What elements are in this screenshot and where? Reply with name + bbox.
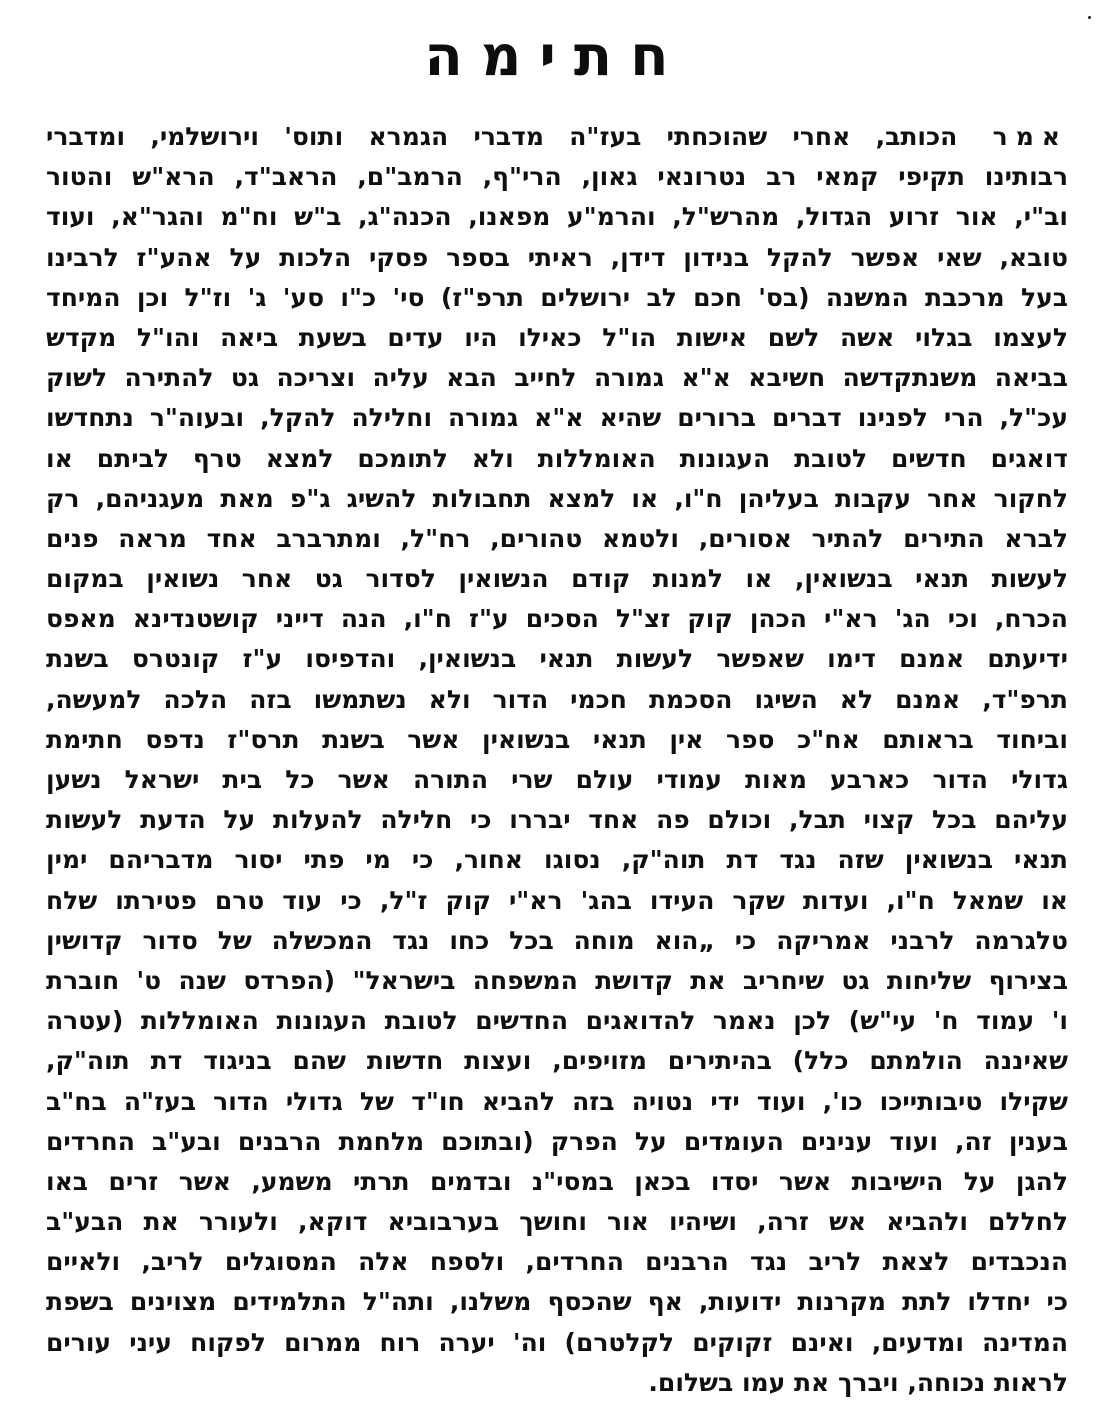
text-line bbox=[46, 1162, 1068, 1202]
text-line-content: לעצמו בגלוי אשה לשם אישות הו"ל כאילו היו עדים בשעת ביאה והו"ל מקדש bbox=[46, 322, 1068, 352]
text-line-content: דואגים חדשים לטובת העגונות האומללות ולא לתומכם למצא טרף לביתם או bbox=[46, 443, 1068, 473]
text-line bbox=[46, 1082, 1068, 1122]
text-line-content: תנאי בנשואין שזה נגד דת תוה"ק, נסוגו אחור, כי מי פתי יסור מדבריהם ימין bbox=[46, 845, 1068, 875]
text-line-content: בביאה משנתקדשה חשיבא א"א גמורה לחייב הבא עליה וצריכה גט להתירה לשוק bbox=[46, 363, 1068, 393]
scan-speck bbox=[1088, 16, 1091, 19]
text-line-content: לברא התירים להתיר אסורים, ולטמא טהורים, רח"ל, ומתרברב אחד מראה פנים bbox=[46, 523, 1068, 553]
text-line bbox=[46, 961, 1068, 1001]
text-line bbox=[46, 559, 1068, 599]
text-line bbox=[46, 479, 1068, 519]
text-line bbox=[46, 519, 1068, 559]
text-line-content: עליהם בכל קצוי תבל, וכולם פה אחד יבררו כי חלילה להעלות על הדעת לעשות bbox=[46, 805, 1068, 835]
text-line bbox=[46, 1242, 1068, 1282]
body-text bbox=[46, 117, 1068, 1403]
text-line-content: ו' עמוד ח' עי"ש) לכן נאמר להדואגים החדשים לטובת העגונות האומללות (עטרה bbox=[46, 1006, 1068, 1036]
text-line-content: המדינה ומדעים, ואינם זקוקים לקלטרם) וה' יערה רוח ממרום לפקוח עיני עורים bbox=[46, 1327, 1068, 1357]
opening-word: אמר bbox=[992, 122, 1068, 151]
text-line bbox=[46, 117, 1068, 157]
text-line bbox=[46, 1282, 1068, 1322]
text-line bbox=[46, 680, 1068, 720]
text-line bbox=[46, 1363, 1068, 1403]
text-line-content: בענין זה, ועוד ענינים העומדים על הפרק (ובתוכם מלחמת הרבנים ובע"ב החרדים bbox=[46, 1126, 1068, 1156]
text-line-content: לחקור אחר עקבות בעליהן ח"ו, או למצא תחבולות להשיג ג"פ מאת מעגניהם, רק bbox=[46, 483, 1068, 513]
text-line bbox=[46, 358, 1068, 398]
text-line-content: להגן על הישיבות אשר יסדו בכאן במסי"נ ובדמים תרתי משמע, אשר זרים באו bbox=[46, 1166, 1068, 1196]
text-line bbox=[46, 1041, 1068, 1081]
text-line-content: בעל מרכבת המשנה (בס' חכם לב ירושלים תרפ"ז) סי' כ"ו סע' ג' וז"ל וכן המיחד bbox=[46, 282, 1068, 312]
text-line-content: רבותינו תקיפי קמאי רב נטרונאי גאון, הרי"ף, הרמב"ם, הראב"ד, הרא"ש והטור bbox=[46, 162, 1068, 192]
text-line bbox=[46, 197, 1068, 237]
text-line bbox=[46, 1122, 1068, 1162]
text-line-content: הכותב, אחרי שהוכחתי בעז"ה מדברי הגמרא ותוס' וירושלמי, ומדברי bbox=[46, 122, 958, 151]
text-line-content: טלגרמה לרבני אמריקה כי „הוא מוחה בכל כחו נגד המכשלה של סדור קדושין bbox=[46, 925, 1068, 955]
text-line-content: לראות נכוחה, ויברך את עמו בשלום. bbox=[648, 1367, 1068, 1397]
text-line-content: בצירוף שליחות גט שיחריב את קדושת המשפחה בישראל" (הפרדס שנה ט' חוברת bbox=[46, 965, 1068, 995]
text-line bbox=[46, 720, 1068, 760]
text-line bbox=[46, 760, 1068, 800]
text-line bbox=[46, 840, 1068, 880]
text-line bbox=[46, 1001, 1068, 1041]
text-line-content: לעשות תנאי בנשואין, או למנות קודם הנשואין לסדור גט אחר נשואין במקום bbox=[46, 564, 1068, 594]
text-line-content: עכ"ל, הרי לפנינו דברים ברורים שהיא א"א גמורה וחלילה להקל, ובעוה"ר נתחדשו bbox=[46, 403, 1068, 433]
text-line-content: או שמאל ח"ו, ועדות שקר העידו בהג' רא"י קוק ז"ל, כי עוד טרם פטירתו שלח bbox=[46, 885, 1068, 915]
text-line bbox=[46, 238, 1068, 278]
text-line-content: שאיננה הולמתם כלל) בהיתירים מזויפים, ועצות חדשות שהם בניגוד דת תוה"ק, bbox=[46, 1046, 1068, 1076]
text-line bbox=[46, 278, 1068, 318]
text-line-content: טובא, שאי אפשר להקל בנידון דידן, ראיתי בספר פסקי הלכות על אהע"ז לרבינו bbox=[46, 242, 1068, 272]
text-line bbox=[46, 881, 1068, 921]
page-title: חתימה bbox=[424, 24, 687, 89]
text-line-content: תרפ"ד, אמנם לא השיגו הסכמת חכמי הדור ולא נשתמשו בזה הלכה למעשה, bbox=[46, 684, 1068, 714]
text-line-content: וב"י, אור זרוע הגדול, מהרש"ל, והרמ"ע מפאנו, הכנה"ג, ב"ש וח"מ והגר"א, ועוד bbox=[46, 202, 1068, 232]
text-line-content: הנכבדים לצאת לריב נגד הרבנים החרדים, ולספח אלה המסוגלים לריב, ולאיים bbox=[46, 1247, 1068, 1277]
text-line-content: כי יחדלו לתת מקרנות ידועות, אף שהכסף משלנו, ותה"ל התלמידים מצוינים בשפת bbox=[46, 1287, 1068, 1317]
text-line-content: גדולי הדור כארבע מאות עמודי עולם שרי התורה אשר כל בית ישראל נשען bbox=[46, 765, 1068, 794]
text-line-content: לחללם ולהביא אש זרה, ושיהיו אור וחושך בערבוביא דוקא, ולעורר את הבע"ב bbox=[46, 1207, 1068, 1237]
text-line bbox=[46, 318, 1068, 358]
text-line bbox=[46, 1202, 1068, 1242]
text-line bbox=[46, 639, 1068, 679]
text-line bbox=[46, 157, 1068, 197]
text-line bbox=[46, 439, 1068, 479]
text-line bbox=[46, 1323, 1068, 1363]
text-line-content: וביחוד בראותם אח"כ ספר אין תנאי בנשואין אשר בשנת תרס"ז נדפס חתימת bbox=[46, 724, 1068, 754]
text-line-content: ידיעתם אמנם דימו שאפשר לעשות תנאי בנשואין, והדפיסו ע"ז קונטרס בשנת bbox=[46, 644, 1068, 674]
text-line bbox=[46, 599, 1068, 639]
text-line bbox=[46, 398, 1068, 438]
text-line-content: הכרח, וכי הג' רא"י הכהן קוק זצ"ל הסכים ע"ז ח"ו, הנה דייני קושטנדינא מאפס bbox=[46, 604, 1068, 634]
text-line bbox=[46, 800, 1068, 840]
text-line-content: שקילו טיבותייכו כו', ועוד ידי נטויה בזה להביא חו"ד של גדולי הדור בעז"ה בח"ב bbox=[46, 1086, 1068, 1116]
text-line bbox=[46, 921, 1068, 961]
